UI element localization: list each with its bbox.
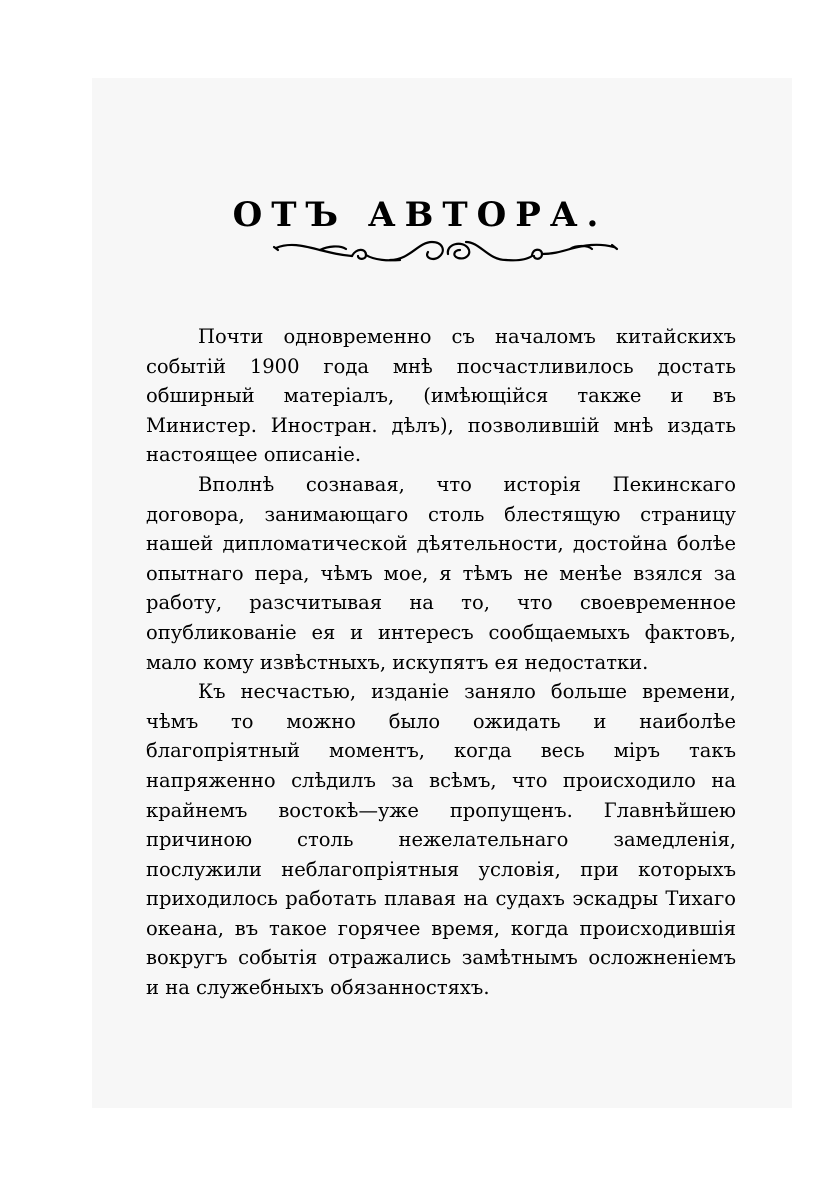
author-preface-text <box>146 322 736 1003</box>
paragraph-1: Почти одновременно съ началомъ китайскихъ событій 1900 года мнѣ посчастливилось достать обширный матеріалъ, (имѣющійся также и въ Министер. Иностран. дѣлъ), позволившій мнѣ издать настоящее описаніе. <box>146 325 736 467</box>
paragraph-2: Вполнѣ сознавая, что исторія Пекинскаго договора, занимающаго столь блестящую страницу нашей дипломатической дѣятельности, достойна болѣе опытнаго пера, чѣмъ мое, я тѣмъ не менѣе взялся за работу, разсчитывая на то, что своевременное опубликованіе ея и интересъ сообщаемыхъ фактовъ, мало кому извѣстныхъ, искупятъ ея недостатки. <box>146 472 736 674</box>
chapter-title: ОТЪ АВТОРА. <box>232 195 608 235</box>
paragraph-3: Къ несчастью, изданіе заняло больше времени, чѣмъ то можно было ожидать и наиболѣе благопріятный моментъ, когда весь міръ такъ напряженно слѣдилъ за всѣмъ, что происходило на крайнемъ востокѣ—уже пропущенъ. Главнѣйшею причиною столь нежелательнаго замедленія, послужили неблагопріятныя условія, при которыхъ приходилось работать плавая на судахъ эскадры Тихаго океана, въ такое горячее время, когда происходившія вокругъ событія отражались замѣтнымъ осложненіемъ и на служебныхъ обязанностяхъ. <box>146 680 736 1000</box>
ornament-divider <box>270 236 620 272</box>
